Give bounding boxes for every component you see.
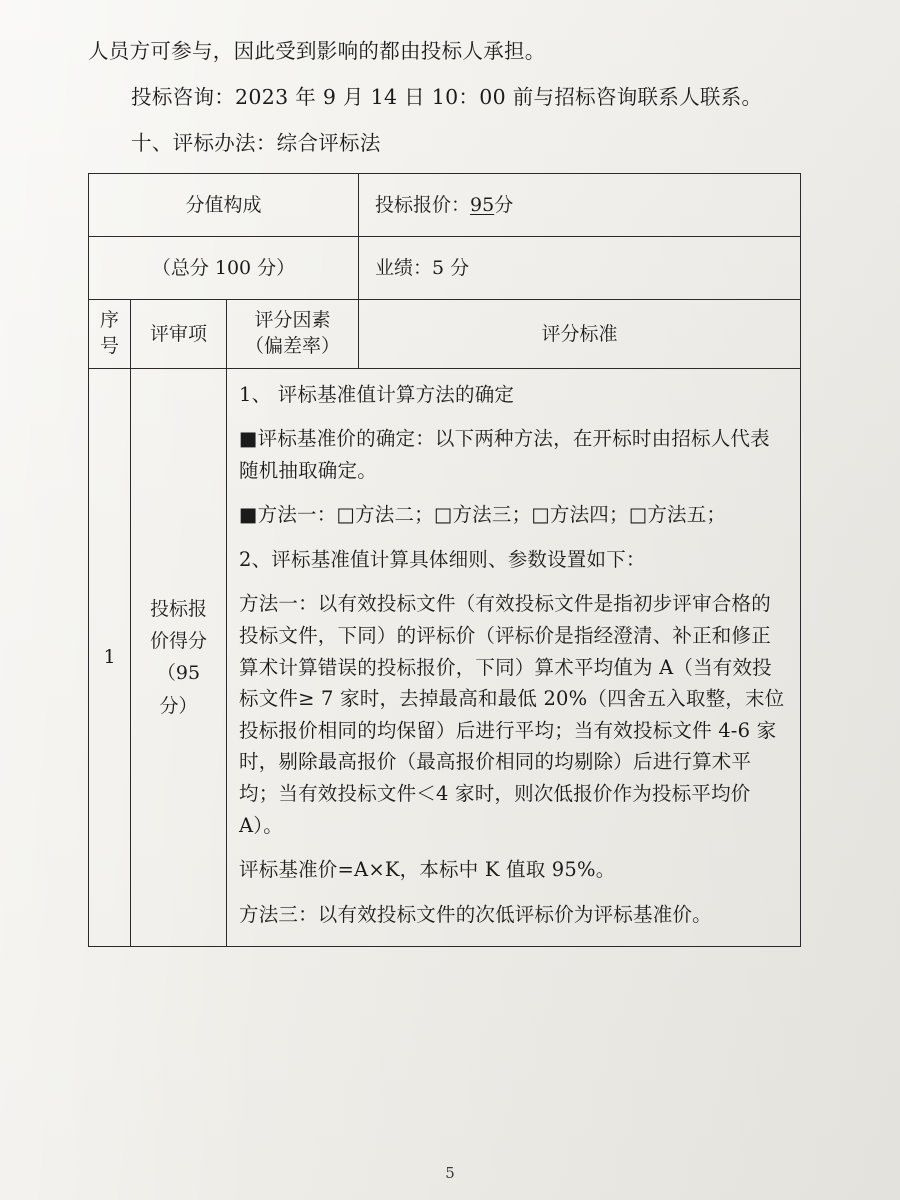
table-row-score-composition <box>89 174 801 237</box>
bid-price-line <box>375 186 790 225</box>
header-no-cell <box>89 300 131 368</box>
criteria-paragraph-3: ■方法一：□方法二；□方法三；□方法四；□方法五； <box>239 503 727 527</box>
score-composition-line1: 分值构成 <box>185 194 262 217</box>
score-composition-line2: （总分 100 分） <box>151 257 296 280</box>
criteria-paragraph-6: 评标基准价=A×K，本标中 K 值取 95%。 <box>239 858 616 882</box>
performance-cell <box>359 237 801 300</box>
paragraph-1: 人员方可参与，因此受到影响的都由投标人承担。 <box>88 39 546 63</box>
header-factor-cell <box>227 300 359 368</box>
criteria-paragraph-4: 2、评标基准值计算具体细则、参数设置如下： <box>239 547 646 571</box>
criteria-paragraph-5: 方法一：以有效投标文件（有效投标文件是指初步评审合格的投标文件，下同）的评标价（评标价是指经澄清、补正和修正算术计算错误的投标报价，下同）算术平均值为 A（当有效投标文件≥ 7 家时，去掉最高和最低 20%（四舍五入取整，末位投标报价相同的均保留）后进行平均；当有效投标文件 4-6 家时，剔除最高报价（最高报价相同的均剔除）后进行算术平均；当有效投标文件＜4 家时，则次低报价作为投标平均价 A）。 <box>239 592 785 837</box>
header-no-line2: 号 <box>99 334 119 357</box>
page-number: 5 <box>445 1164 455 1182</box>
header-factor-line2: （偏差率） <box>245 334 341 357</box>
document-content <box>88 36 812 947</box>
criteria-paragraph-2: ■评标基准价的确定：以下两种方法，在开标时由招标人代表随机抽取确定。 <box>239 427 770 482</box>
total-score-label-cell <box>89 237 359 300</box>
table-row-total-score <box>89 237 801 300</box>
row-no-cell: 1 <box>89 368 131 947</box>
review-item-line1: 投标报 <box>149 597 207 620</box>
review-item-line2: 价得分 <box>149 630 207 653</box>
bid-price-label: 投标报价： <box>375 194 471 217</box>
bid-price-unit: 分 <box>494 194 514 217</box>
header-factor-line1: 评分因素 <box>254 309 331 332</box>
criteria-paragraph-7: 方法三：以有效投标文件的次低评标价为评标基准价。 <box>239 902 712 926</box>
header-criteria-cell: 评分标准 <box>359 300 801 368</box>
review-item-line3: （95 分） <box>156 662 201 717</box>
paragraph-2: 投标咨询：2023 年 9 月 14 日 10：00 前与招标咨询联系人联系。 <box>131 84 763 109</box>
header-review-item-cell: 评审项 <box>131 300 227 368</box>
bid-price-value: 95 <box>470 194 495 217</box>
bid-price-cell <box>359 174 801 237</box>
performance-line: 业绩：5 分 <box>375 257 470 280</box>
row-review-item-cell <box>131 368 227 947</box>
table-header-row <box>89 300 801 368</box>
paragraph-3: 十、评标办法：综合评标法 <box>131 130 381 155</box>
score-composition-label-cell <box>89 174 359 237</box>
row-criteria-cell <box>227 368 801 947</box>
evaluation-method-table <box>88 173 801 947</box>
header-no-line1: 序 <box>99 309 119 332</box>
criteria-paragraph-1: 1、 评标基准值计算方法的确定 <box>239 382 515 406</box>
table-row <box>89 368 801 947</box>
